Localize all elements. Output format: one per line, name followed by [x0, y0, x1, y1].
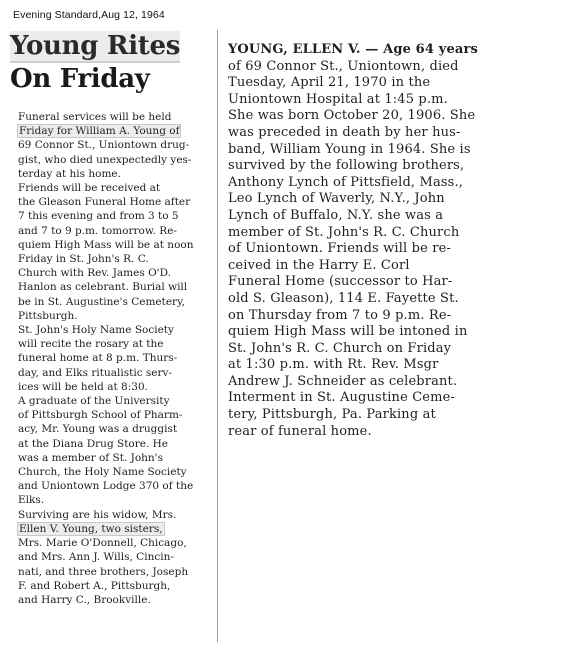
text-line: 7 this evening and from 3 to 5 [18, 210, 179, 223]
text-line: 69 Connor St., Uniontown drug- [18, 139, 190, 152]
text-line: of Uniontown. Friends will be re- [228, 241, 451, 257]
text-line: and Mrs. Ann J. Wills, Cincin- [18, 551, 174, 564]
paragraph-surviving [8, 508, 213, 607]
text-line: quiem High Mass will be at noon [18, 238, 194, 251]
text-line: was preceded in death by her hus- [228, 124, 461, 140]
article-headline [10, 30, 213, 96]
text-line: Anthony Lynch of Pittsfield, Mass., [228, 174, 464, 190]
text-line: Tuesday, April 21, 1970 in the [228, 75, 431, 91]
text-line: on Thursday from 7 to 9 p.m. Re- [228, 307, 452, 323]
text-line: and Harry C., Brookville. [18, 593, 151, 606]
text-line: survived by the following brothers, [228, 158, 465, 174]
text-line: band, William Young in 1964. She is [228, 141, 471, 157]
text-line: A graduate of the University [18, 395, 170, 408]
source-caption: Evening Standard,Aug 12, 1964 [13, 9, 165, 21]
text-line: at 1:30 p.m. with Rt. Rev. Msgr [228, 357, 439, 373]
text-line [8, 124, 213, 138]
text-line: will recite the rosary at the [18, 338, 164, 351]
text-line: YOUNG, ELLEN V. — Age 64 years [228, 42, 478, 57]
text-line: Leo Lynch of Waverly, N.Y., John [228, 191, 445, 207]
text-line: of Pittsburgh School of Pharm- [18, 409, 183, 422]
text-line: terday at his home. [18, 167, 121, 180]
text-line: St. John's R. C. Church on Friday [228, 340, 452, 356]
text-line: funeral home at 8 p.m. Thurs- [18, 352, 178, 365]
text-line: Funeral Home (successor to Har- [228, 274, 453, 290]
headline-line-2: On Friday [10, 64, 150, 94]
text-line: the Gleason Funeral Home after [18, 196, 191, 209]
text-line: and 7 to 9 p.m. tomorrow. Re- [18, 224, 177, 237]
highlighted-text: Ellen V. Young, two sisters, [19, 522, 163, 535]
text-line: Hanlon as celebrant. Burial will [18, 281, 188, 294]
column-divider [217, 30, 218, 642]
article-body [8, 110, 213, 607]
text-line: member of St. John's R. C. Church [228, 224, 460, 240]
text-line: quiem High Mass will be intoned in [228, 324, 468, 340]
text-line: Funeral services will be held [18, 111, 172, 123]
text-line: nati, and three brothers, Joseph [18, 565, 189, 578]
text-line: F. and Robert A., Pittsburgh, [18, 579, 171, 592]
paragraph-graduate [8, 394, 213, 508]
text-line: Uniontown Hospital at 1:45 p.m. [228, 91, 448, 107]
text-line: of 69 Connor St., Uniontown, died [228, 58, 459, 74]
text-line: rear of funeral home. [228, 423, 372, 439]
text-line: ceived in the Harry E. Corl [228, 257, 410, 273]
paragraph-funeral [8, 110, 213, 181]
text-line: at the Diana Drug Store. He [18, 437, 169, 450]
text-line: be in St. Augustine's Cemetery, [18, 295, 185, 308]
text-line: Friends will be received at [18, 182, 161, 195]
right-article [228, 42, 553, 442]
text-line: Elks. [18, 494, 45, 507]
text-line: acy, Mr. Young was a druggist [18, 423, 178, 436]
text-line: old S. Gleason), 114 E. Fayette St. [228, 290, 459, 306]
text-line [8, 522, 213, 536]
left-article [8, 28, 213, 650]
text-line: Surviving are his widow, Mrs. [18, 508, 177, 521]
text-line: St. John's Holy Name Society [18, 324, 174, 337]
text-line: ices will be held at 8:30. [18, 380, 148, 393]
paragraph-friends [8, 181, 213, 323]
text-line: Friday in St. John's R. C. [18, 253, 149, 266]
text-line: She was born October 20, 1906. She [228, 108, 476, 124]
headline-highlight: Young Rites [10, 31, 181, 61]
text-line: and Uniontown Lodge 370 of the [18, 480, 194, 493]
text-line: Mrs. Marie O'Donnell, Chicago, [18, 537, 187, 550]
text-line: Lynch of Buffalo, N.Y. she was a [228, 207, 444, 223]
text-line: Church, the Holy Name Society [18, 466, 187, 479]
text-line: Church with Rev. James O'D. [18, 267, 171, 280]
text-line: Pittsburgh. [18, 309, 78, 322]
text-line: Andrew J. Schneider as celebrant. [228, 373, 458, 389]
highlighted-text: Friday for William A. Young of [19, 125, 180, 138]
text-line: gist, who died unexpectedly yes- [18, 153, 192, 166]
text-line: Interment in St. Augustine Ceme- [228, 390, 456, 406]
text-line: was a member of St. John's [18, 451, 163, 464]
headline-line-1 [10, 30, 213, 63]
paragraph-holy-name [8, 323, 213, 394]
text-line: day, and Elks ritualistic serv- [18, 366, 173, 379]
text-line: tery, Pittsburgh, Pa. Parking at [228, 407, 436, 423]
